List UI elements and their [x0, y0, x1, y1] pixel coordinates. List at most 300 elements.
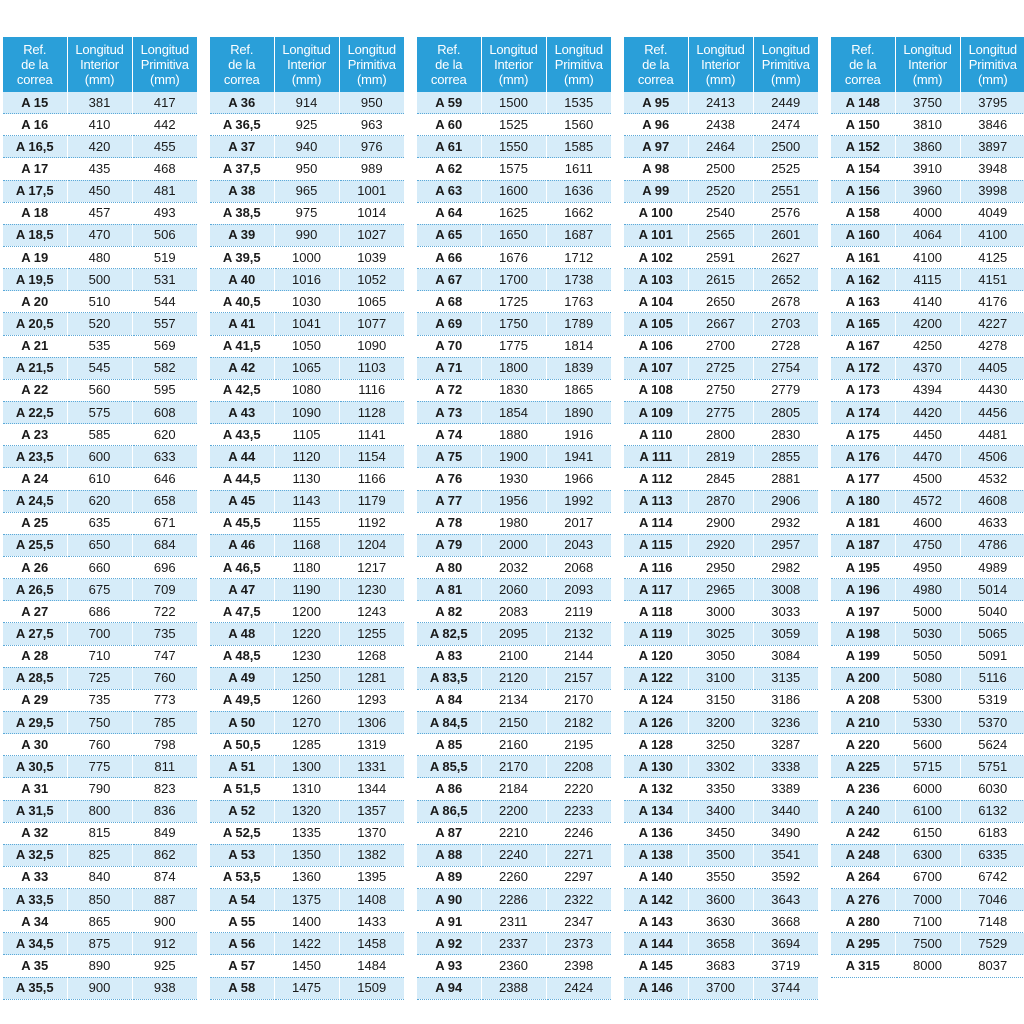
belt-ref: A 17	[3, 158, 67, 180]
table-row	[417, 512, 611, 534]
pitch-length: 925	[132, 955, 197, 977]
belt-ref: A 21	[3, 335, 67, 357]
belt-ref: A 39,5	[210, 246, 274, 268]
belt-ref: A 124	[624, 689, 688, 711]
pitch-length: 3719	[753, 955, 818, 977]
belt-ref: A 45	[210, 490, 274, 512]
belt-ref: A 55	[210, 911, 274, 933]
belt-ref: A 41,5	[210, 335, 274, 357]
table-row	[210, 114, 404, 136]
belt-ref: A 248	[831, 844, 895, 866]
header-row	[210, 37, 404, 92]
interior-length: 545	[67, 357, 132, 379]
interior-length: 1050	[274, 335, 339, 357]
table-row	[831, 623, 1024, 645]
pitch-length: 976	[339, 136, 404, 158]
interior-length: 470	[67, 224, 132, 246]
table-row	[624, 291, 818, 313]
belt-ref: A 210	[831, 711, 895, 733]
belt-ref: A 165	[831, 313, 895, 335]
table-row	[210, 490, 404, 512]
interior-length: 1016	[274, 269, 339, 291]
pitch-length: 1116	[339, 379, 404, 401]
pitch-length: 887	[132, 889, 197, 911]
header-row	[417, 37, 611, 92]
interior-length: 1065	[274, 357, 339, 379]
table-row	[210, 269, 404, 291]
pitch-length: 1331	[339, 756, 404, 778]
header-interior-length: Longitud Interior (mm)	[688, 37, 753, 92]
pitch-length: 4049	[960, 202, 1024, 224]
belt-ref: A 107	[624, 357, 688, 379]
belt-ref: A 140	[624, 866, 688, 888]
belt-ref: A 74	[417, 424, 481, 446]
table-row	[210, 866, 404, 888]
belt-ref: A 196	[831, 579, 895, 601]
pitch-length: 6742	[960, 866, 1024, 888]
belt-ref: A 42	[210, 357, 274, 379]
interior-length: 2286	[481, 889, 546, 911]
pitch-length: 2271	[546, 844, 611, 866]
interior-length: 2900	[688, 512, 753, 534]
interior-length: 535	[67, 335, 132, 357]
belt-ref: A 120	[624, 645, 688, 667]
pitch-length: 2322	[546, 889, 611, 911]
pitch-length: 1916	[546, 424, 611, 446]
pitch-length: 1052	[339, 269, 404, 291]
interior-length: 4980	[895, 579, 960, 601]
interior-length: 420	[67, 136, 132, 158]
belt-ref: A 94	[417, 977, 481, 999]
belt-ref: A 83,5	[417, 667, 481, 689]
pitch-length: 2182	[546, 711, 611, 733]
table-row	[210, 556, 404, 578]
pitch-length: 2398	[546, 955, 611, 977]
pitch-length: 900	[132, 911, 197, 933]
pitch-length: 2449	[753, 92, 818, 114]
table-row	[417, 645, 611, 667]
belt-ref: A 150	[831, 114, 895, 136]
belt-ref: A 47	[210, 579, 274, 601]
table-row	[210, 933, 404, 955]
belt-ref: A 33	[3, 866, 67, 888]
table-row	[831, 446, 1024, 468]
pitch-length: 2551	[753, 180, 818, 202]
belt-ref: A 65	[417, 224, 481, 246]
pitch-length: 811	[132, 756, 197, 778]
interior-length: 1475	[274, 977, 339, 999]
belt-ref: A 197	[831, 601, 895, 623]
table-row	[3, 490, 197, 512]
belt-ref: A 54	[210, 889, 274, 911]
table-row	[831, 711, 1024, 733]
table-row	[210, 468, 404, 490]
table-row	[624, 933, 818, 955]
interior-length: 1030	[274, 291, 339, 313]
table-row	[417, 711, 611, 733]
pitch-length: 2220	[546, 778, 611, 800]
table-row	[624, 844, 818, 866]
interior-length: 4064	[895, 224, 960, 246]
interior-length: 1120	[274, 446, 339, 468]
interior-length: 1168	[274, 534, 339, 556]
table-row	[417, 424, 611, 446]
table-row	[3, 224, 197, 246]
pitch-length: 4125	[960, 246, 1024, 268]
pitch-length: 1966	[546, 468, 611, 490]
pitch-length: 3389	[753, 778, 818, 800]
pitch-length: 1268	[339, 645, 404, 667]
belt-ref: A 72	[417, 379, 481, 401]
belt-ref: A 118	[624, 601, 688, 623]
interior-length: 1550	[481, 136, 546, 158]
interior-length: 3200	[688, 711, 753, 733]
interior-length: 1090	[274, 401, 339, 423]
interior-length: 1400	[274, 911, 339, 933]
pitch-length: 2754	[753, 357, 818, 379]
interior-length: 1180	[274, 556, 339, 578]
table-row	[624, 623, 818, 645]
interior-length: 6000	[895, 778, 960, 800]
table-row	[417, 313, 611, 335]
pitch-length: 1230	[339, 579, 404, 601]
table-row	[624, 866, 818, 888]
pitch-length: 658	[132, 490, 197, 512]
interior-length: 1750	[481, 313, 546, 335]
belt-ref: A 24,5	[3, 490, 67, 512]
belt-ref: A 138	[624, 844, 688, 866]
interior-length: 1230	[274, 645, 339, 667]
table-row	[417, 246, 611, 268]
table-row	[3, 512, 197, 534]
table-row	[210, 756, 404, 778]
pitch-length: 1128	[339, 401, 404, 423]
belt-ref: A 61	[417, 136, 481, 158]
interior-length: 3500	[688, 844, 753, 866]
interior-length: 1285	[274, 734, 339, 756]
table-row	[3, 92, 197, 114]
table-row	[624, 446, 818, 468]
interior-length: 1450	[274, 955, 339, 977]
interior-length: 3350	[688, 778, 753, 800]
table-row	[417, 911, 611, 933]
pitch-length: 862	[132, 844, 197, 866]
belt-ref: A 101	[624, 224, 688, 246]
belt-ref: A 89	[417, 866, 481, 888]
pitch-length: 2957	[753, 534, 818, 556]
table-row	[210, 579, 404, 601]
interior-length: 865	[67, 911, 132, 933]
pitch-length: 2703	[753, 313, 818, 335]
table-row	[624, 158, 818, 180]
belt-ref: A 134	[624, 800, 688, 822]
interior-length: 1650	[481, 224, 546, 246]
table-row	[417, 689, 611, 711]
header-row	[624, 37, 818, 92]
belt-ref: A 34,5	[3, 933, 67, 955]
table-row	[3, 911, 197, 933]
belt-ref: A 160	[831, 224, 895, 246]
belt-ref: A 264	[831, 866, 895, 888]
belt-ref: A 31	[3, 778, 67, 800]
belt-ref: A 46,5	[210, 556, 274, 578]
pitch-length: 2500	[753, 136, 818, 158]
table-row	[624, 357, 818, 379]
pitch-length: 836	[132, 800, 197, 822]
interior-length: 457	[67, 202, 132, 224]
table-row	[3, 579, 197, 601]
belt-ref: A 84	[417, 689, 481, 711]
pitch-length: 5116	[960, 667, 1024, 689]
table-row	[831, 889, 1024, 911]
interior-length: 1260	[274, 689, 339, 711]
table-row	[417, 446, 611, 468]
belt-ref: A 52	[210, 800, 274, 822]
belt-ref: A 47,5	[210, 601, 274, 623]
pitch-length: 1865	[546, 379, 611, 401]
table-row	[210, 800, 404, 822]
belt-ref: A 22	[3, 379, 67, 401]
belt-ref: A 126	[624, 711, 688, 733]
interior-length: 6150	[895, 822, 960, 844]
interior-length: 1130	[274, 468, 339, 490]
interior-length: 2095	[481, 623, 546, 645]
header-row	[3, 37, 197, 92]
belt-ref: A 156	[831, 180, 895, 202]
belt-ref: A 27,5	[3, 623, 67, 645]
pitch-length: 4633	[960, 512, 1024, 534]
interior-length: 1800	[481, 357, 546, 379]
table-row	[831, 579, 1024, 601]
interior-length: 3100	[688, 667, 753, 689]
belt-ref: A 28	[3, 645, 67, 667]
interior-length: 1320	[274, 800, 339, 822]
belt-ref: A 41	[210, 313, 274, 335]
interior-length: 8000	[895, 955, 960, 977]
table-row	[3, 534, 197, 556]
table-row	[417, 556, 611, 578]
pitch-length: 4481	[960, 424, 1024, 446]
pitch-length: 1814	[546, 335, 611, 357]
interior-length: 4394	[895, 379, 960, 401]
interior-length: 2750	[688, 379, 753, 401]
table-row	[624, 401, 818, 423]
table-row	[417, 734, 611, 756]
belt-ref: A 175	[831, 424, 895, 446]
interior-length: 5050	[895, 645, 960, 667]
pitch-length: 6183	[960, 822, 1024, 844]
interior-length: 4115	[895, 269, 960, 291]
pitch-length: 747	[132, 645, 197, 667]
table-row	[3, 556, 197, 578]
pitch-length: 1636	[546, 180, 611, 202]
pitch-length: 3897	[960, 136, 1024, 158]
interior-length: 6300	[895, 844, 960, 866]
belt-ref: A 60	[417, 114, 481, 136]
pitch-length: 4456	[960, 401, 1024, 423]
table-row	[831, 756, 1024, 778]
belt-ref: A 27	[3, 601, 67, 623]
pitch-length: 2068	[546, 556, 611, 578]
interior-length: 1250	[274, 667, 339, 689]
table-row	[210, 136, 404, 158]
pitch-length: 1712	[546, 246, 611, 268]
belt-ref: A 145	[624, 955, 688, 977]
header-pitch-length: Longitud Primitiva (mm)	[339, 37, 404, 92]
belt-ref: A 38	[210, 180, 274, 202]
table-row	[3, 158, 197, 180]
belt-ref: A 143	[624, 911, 688, 933]
belt-ref: A 108	[624, 379, 688, 401]
pitch-length: 1611	[546, 158, 611, 180]
belt-ref: A 115	[624, 534, 688, 556]
table-row	[417, 778, 611, 800]
pitch-length: 3744	[753, 977, 818, 999]
belt-ref: A 19	[3, 246, 67, 268]
interior-length: 1880	[481, 424, 546, 446]
interior-length: 750	[67, 711, 132, 733]
pitch-length: 2233	[546, 800, 611, 822]
pitch-length: 2830	[753, 424, 818, 446]
interior-length: 2500	[688, 158, 753, 180]
belt-ref: A 25	[3, 512, 67, 534]
pitch-length: 2043	[546, 534, 611, 556]
belt-ref: A 83	[417, 645, 481, 667]
belt-ref: A 242	[831, 822, 895, 844]
interior-length: 1041	[274, 313, 339, 335]
pitch-length: 4405	[960, 357, 1024, 379]
table-row	[210, 379, 404, 401]
interior-length: 2464	[688, 136, 753, 158]
interior-length: 2775	[688, 401, 753, 423]
pitch-length: 2017	[546, 512, 611, 534]
belt-ref: A 85	[417, 734, 481, 756]
table-row	[624, 734, 818, 756]
belt-ref: A 90	[417, 889, 481, 911]
table-row	[3, 955, 197, 977]
header-ref: Ref. de la correa	[417, 37, 481, 92]
interior-length: 2240	[481, 844, 546, 866]
belt-ref: A 32,5	[3, 844, 67, 866]
belt-ref: A 75	[417, 446, 481, 468]
interior-length: 1676	[481, 246, 546, 268]
table-row	[210, 534, 404, 556]
interior-length: 875	[67, 933, 132, 955]
interior-length: 510	[67, 291, 132, 313]
table-row	[3, 645, 197, 667]
table-row	[3, 778, 197, 800]
table-row	[624, 468, 818, 490]
table-row	[417, 866, 611, 888]
pitch-length: 5014	[960, 579, 1024, 601]
interior-length: 3600	[688, 889, 753, 911]
belt-ref: A 78	[417, 512, 481, 534]
pitch-length: 4176	[960, 291, 1024, 313]
pitch-length: 1192	[339, 512, 404, 534]
pitch-length: 3998	[960, 180, 1024, 202]
header-ref: Ref. de la correa	[3, 37, 67, 92]
interior-length: 500	[67, 269, 132, 291]
belt-ref: A 208	[831, 689, 895, 711]
table-row	[210, 224, 404, 246]
pitch-length: 620	[132, 424, 197, 446]
table-row	[3, 424, 197, 446]
belt-ref: A 15	[3, 92, 67, 114]
belt-ref: A 43,5	[210, 424, 274, 446]
pitch-length: 6132	[960, 800, 1024, 822]
header-pitch-length: Longitud Primitiva (mm)	[132, 37, 197, 92]
pitch-length: 912	[132, 933, 197, 955]
belt-ref: A 236	[831, 778, 895, 800]
pitch-length: 3033	[753, 601, 818, 623]
table-row	[210, 357, 404, 379]
table-row	[831, 401, 1024, 423]
belt-ref: A 57	[210, 955, 274, 977]
interior-length: 1956	[481, 490, 546, 512]
pitch-length: 1027	[339, 224, 404, 246]
interior-length: 790	[67, 778, 132, 800]
table-row	[3, 822, 197, 844]
interior-length: 3960	[895, 180, 960, 202]
interior-length: 4950	[895, 556, 960, 578]
belt-ref: A 173	[831, 379, 895, 401]
pitch-length: 1255	[339, 623, 404, 645]
belt-ref: A 96	[624, 114, 688, 136]
table-row	[417, 822, 611, 844]
header-interior-length: Longitud Interior (mm)	[67, 37, 132, 92]
pitch-length: 4227	[960, 313, 1024, 335]
belt-ref: A 154	[831, 158, 895, 180]
pitch-length: 2627	[753, 246, 818, 268]
interior-length: 650	[67, 534, 132, 556]
interior-length: 560	[67, 379, 132, 401]
table-row	[831, 734, 1024, 756]
table-row	[210, 977, 404, 999]
interior-length: 1500	[481, 92, 546, 114]
pitch-length: 2805	[753, 401, 818, 423]
table-row	[3, 977, 197, 999]
belt-ref: A 21,5	[3, 357, 67, 379]
interior-length: 4470	[895, 446, 960, 468]
belt-ref: A 187	[831, 534, 895, 556]
interior-length: 4500	[895, 468, 960, 490]
table-row	[624, 800, 818, 822]
interior-length: 2120	[481, 667, 546, 689]
pitch-length: 1839	[546, 357, 611, 379]
belt-ref: A 36	[210, 92, 274, 114]
table-row	[417, 756, 611, 778]
pitch-length: 493	[132, 202, 197, 224]
interior-length: 2591	[688, 246, 753, 268]
interior-length: 990	[274, 224, 339, 246]
interior-length: 2800	[688, 424, 753, 446]
table-row	[3, 667, 197, 689]
table-row	[624, 246, 818, 268]
belt-ref: A 37,5	[210, 158, 274, 180]
interior-length: 2725	[688, 357, 753, 379]
pitch-length: 4430	[960, 379, 1024, 401]
belt-ref: A 46	[210, 534, 274, 556]
pitch-length: 785	[132, 711, 197, 733]
pitch-length: 2982	[753, 556, 818, 578]
table-row	[210, 844, 404, 866]
belt-ref: A 34	[3, 911, 67, 933]
belt-ref: A 240	[831, 800, 895, 822]
belt-ref: A 51	[210, 756, 274, 778]
table-row	[210, 335, 404, 357]
pitch-length: 1738	[546, 269, 611, 291]
pitch-length: 1560	[546, 114, 611, 136]
